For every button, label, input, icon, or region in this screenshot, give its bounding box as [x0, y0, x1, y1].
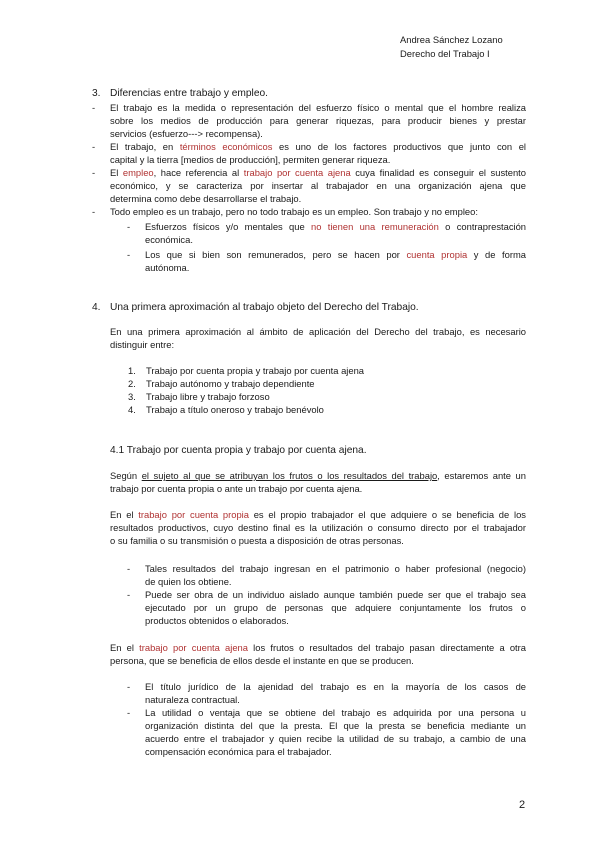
section-3-number: 3. [92, 88, 101, 99]
s41-d2-line2: ejecutado por un grupo de personas que adquiere conjuntamente los frutos o [145, 602, 526, 613]
s3-b4-line1: Todo empleo es un trabajo, pero no todo trabajo es un empleo. Son trabajo y no empleo: [110, 206, 478, 217]
s41-p1-line1: Según el sujeto al que se atribuyan los frutos o los resultados del trabajo, estaremos ante un [110, 470, 526, 481]
bullet-dash: - [127, 249, 131, 260]
section-4-title: Una primera aproximación al trabajo objeto del Derecho del Trabajo. [110, 302, 419, 313]
s3-b2-line1: El trabajo, en términos económicos es uno de los factores productivos que junto con el [110, 141, 526, 152]
bullet-dash: - [127, 563, 131, 574]
s41-d4-line3: acuerdo entre el trabajador y quien recibe la utilidad de su trabajo, a cambio de una [145, 733, 526, 744]
s3-b3-line3: determina como debe desarrollarse el trabajo. [110, 193, 302, 204]
s41-d1-line2: de quien los obtiene. [145, 576, 232, 587]
s41-p2-line3: o su familia o su transmisión o puesta a disposición de otras personas. [110, 535, 404, 546]
s3-sub2-line1: Los que si bien son remunerados, pero se hacen por cuenta propia y de forma [145, 249, 526, 260]
s41-d4-line4: compensación económica para el trabajador. [145, 746, 332, 757]
s41-d3-line1: El título jurídico de la ajenidad del trabajo es en la mayoría de los casos de [145, 681, 526, 692]
list-item: Trabajo por cuenta propia y trabajo por cuenta ajena [146, 365, 365, 376]
s3-b1-line2: sobre los medios de producción para generar riquezas, para producir bienes y prestar [110, 115, 526, 126]
list-number: 1. [128, 365, 136, 376]
section-4-1-title: 4.1 Trabajo por cuenta propia y trabajo por cuenta ajena. [110, 445, 367, 456]
header-author: Andrea Sánchez Lozano [400, 34, 503, 45]
list-number: 3. [128, 391, 136, 402]
s3-sub2-line2: autónoma. [145, 262, 190, 273]
bullet-dash: - [92, 102, 96, 113]
s41-d2-line1: Puede ser obra de un individuo aislado aunque también puede ser que el trabajo sea [145, 589, 526, 600]
s3-b3-line1: El empleo, hace referencia al trabajo por cuenta ajena cuya finalidad es conseguir el sustento [110, 167, 526, 178]
bullet-dash: - [92, 141, 96, 152]
header-course: Derecho del Trabajo I [400, 48, 490, 59]
list-number: 4. [128, 404, 136, 415]
section-4-number: 4. [92, 302, 101, 313]
s41-d2-line3: productos obtenidos o elaborados. [145, 615, 289, 626]
s4-intro-line1: En una primera aproximación al ámbito de aplicación del Derecho del trabajo, es necesario [110, 326, 526, 337]
list-item: Trabajo autónomo y trabajo dependiente [146, 378, 315, 389]
bullet-dash: - [92, 167, 96, 178]
s3-b1-line1: El trabajo es la medida o representación del esfuerzo físico o mental que el hombre realiza [110, 102, 526, 113]
bullet-dash: - [127, 221, 131, 232]
s3-sub1-line2: económica. [145, 234, 193, 245]
bullet-dash: - [127, 707, 131, 718]
list-number: 2. [128, 378, 136, 389]
s41-d3-line2: naturaleza contractual. [145, 694, 240, 705]
s41-p1-line2: trabajo por cuenta propia o ante un trabajo por cuenta ajena. [110, 483, 363, 494]
s41-p2-line2: resultados productivos, cuyo destino final es la utilización o consumo directo por el trabajador [110, 522, 526, 533]
bullet-dash: - [92, 206, 96, 217]
s41-d4-line1: La utilidad o ventaja que se obtiene del trabajo es adquirida por una persona u [145, 707, 526, 718]
s3-sub1-line1: Esfuerzos físicos y/o mentales que no tienen una remuneración o contraprestación [145, 221, 527, 232]
s41-p3-line2: persona, que se beneficia de ellos desde el instante en que se producen. [110, 655, 414, 666]
page-number: 2 [519, 799, 526, 811]
bullet-dash: - [127, 681, 131, 692]
s3-b3-line2: económico, y se caracteriza por insertar al trabajador en una organización ajena que [110, 180, 526, 191]
bullet-dash: - [127, 589, 131, 600]
s41-p3-line1: En el trabajo por cuenta ajena los frutos o resultados del trabajo pasan directamente a otra [110, 642, 526, 653]
list-item: Trabajo libre y trabajo forzoso [146, 391, 270, 402]
section-3-title: Diferencias entre trabajo y empleo. [110, 88, 268, 99]
list-item: Trabajo a título oneroso y trabajo benévolo [146, 404, 324, 415]
s41-d4-line2: organización distinta del que la presta. El que la presta se beneficia mediante un [145, 720, 526, 731]
s4-intro-line2: distinguir entre: [110, 339, 175, 350]
s41-d1-line1: Tales resultados del trabajo ingresan en el patrimonio o haber profesional (negocio) [145, 563, 526, 574]
s3-b1-line3: servicios (esfuerzo---> recompensa). [110, 128, 263, 139]
s3-b2-line2: capital y la tierra [medios de producción], permiten generar riqueza. [110, 154, 391, 165]
s41-p2-line1: En el trabajo por cuenta propia es el propio trabajador el que adquiere o se beneficia de los [110, 509, 526, 520]
